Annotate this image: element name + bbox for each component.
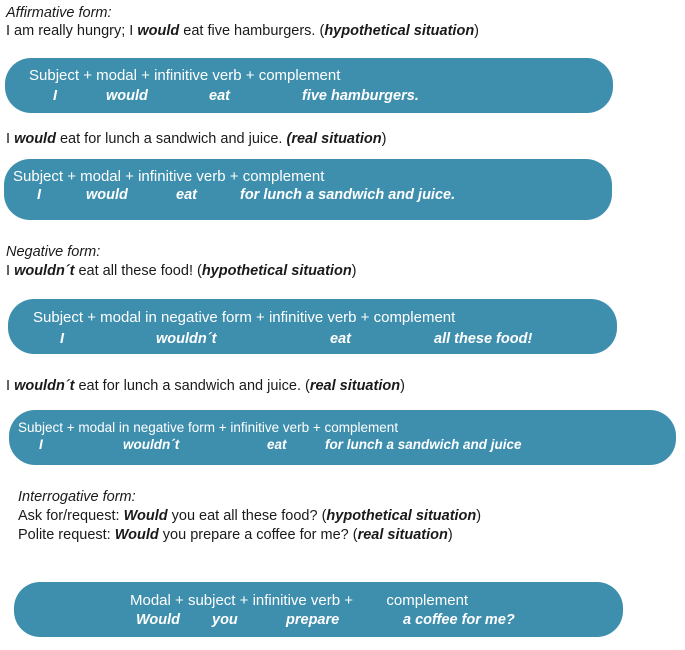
formula-text: Subject + modal + infinitive verb + complement xyxy=(29,67,341,84)
formula-text: Subject + modal in negative form + infinitive verb + complement xyxy=(18,420,399,435)
formula-text: Subject + modal in negative form + infinitive verb + complement xyxy=(33,309,456,326)
example-complement: all these food! xyxy=(434,331,533,347)
example-subject: I xyxy=(53,88,58,104)
negative-formula-box-1 xyxy=(8,299,617,354)
example-modal: Would xyxy=(136,612,181,628)
example-complement: for lunch a sandwich and juice. xyxy=(240,187,456,203)
interrogative-formula-box xyxy=(14,582,623,637)
affirmative-formula-box-1 xyxy=(5,58,613,113)
example-complement: five hamburgers. xyxy=(302,88,419,104)
interrogative-example-request: Ask for/request: Would you eat all these food? (hypothetical situation) xyxy=(18,508,482,524)
affirmative-example-hypothetical: I am really hungry; I would eat five hamburgers. (hypothetical situation) xyxy=(6,23,480,39)
negative-example-hypothetical: I wouldn´t eat all these food! (hypothetical situation) xyxy=(6,263,357,279)
negative-heading: Negative form: xyxy=(6,244,101,260)
example-subject: I xyxy=(37,187,42,203)
negative-example-real: I wouldn´t eat for lunch a sandwich and juice. (real situation) xyxy=(6,378,405,394)
example-modal: would xyxy=(86,187,128,203)
interrogative-heading: Interrogative form: xyxy=(18,489,136,505)
negative-formula-box-2 xyxy=(9,410,676,465)
affirmative-heading: Affirmative form: xyxy=(6,5,112,21)
example-modal: wouldn´t xyxy=(123,437,180,452)
example-verb: prepare xyxy=(286,612,340,628)
example-complement: a coffee for me? xyxy=(403,612,515,628)
example-complement: for lunch a sandwich and juice xyxy=(325,437,522,452)
formula-text: Subject + modal + infinitive verb + complement xyxy=(13,168,325,185)
affirmative-formula-box-2 xyxy=(4,159,612,220)
example-verb: eat xyxy=(330,331,351,347)
affirmative-example-real: I would eat for lunch a sandwich and juice. (real situation) xyxy=(6,131,387,147)
example-verb: eat xyxy=(176,187,197,203)
example-verb: eat xyxy=(267,437,287,452)
example-modal: would xyxy=(106,88,148,104)
example-subject: I xyxy=(39,437,43,452)
example-modal: wouldn´t xyxy=(156,331,217,347)
example-subject: you xyxy=(212,612,238,628)
example-verb: eat xyxy=(209,88,230,104)
interrogative-example-polite: Polite request: Would you prepare a coffee for me? (real situation) xyxy=(18,527,453,543)
formula-text: Modal + subject + infinitive verb + complement xyxy=(130,592,469,609)
example-subject: I xyxy=(60,331,65,347)
